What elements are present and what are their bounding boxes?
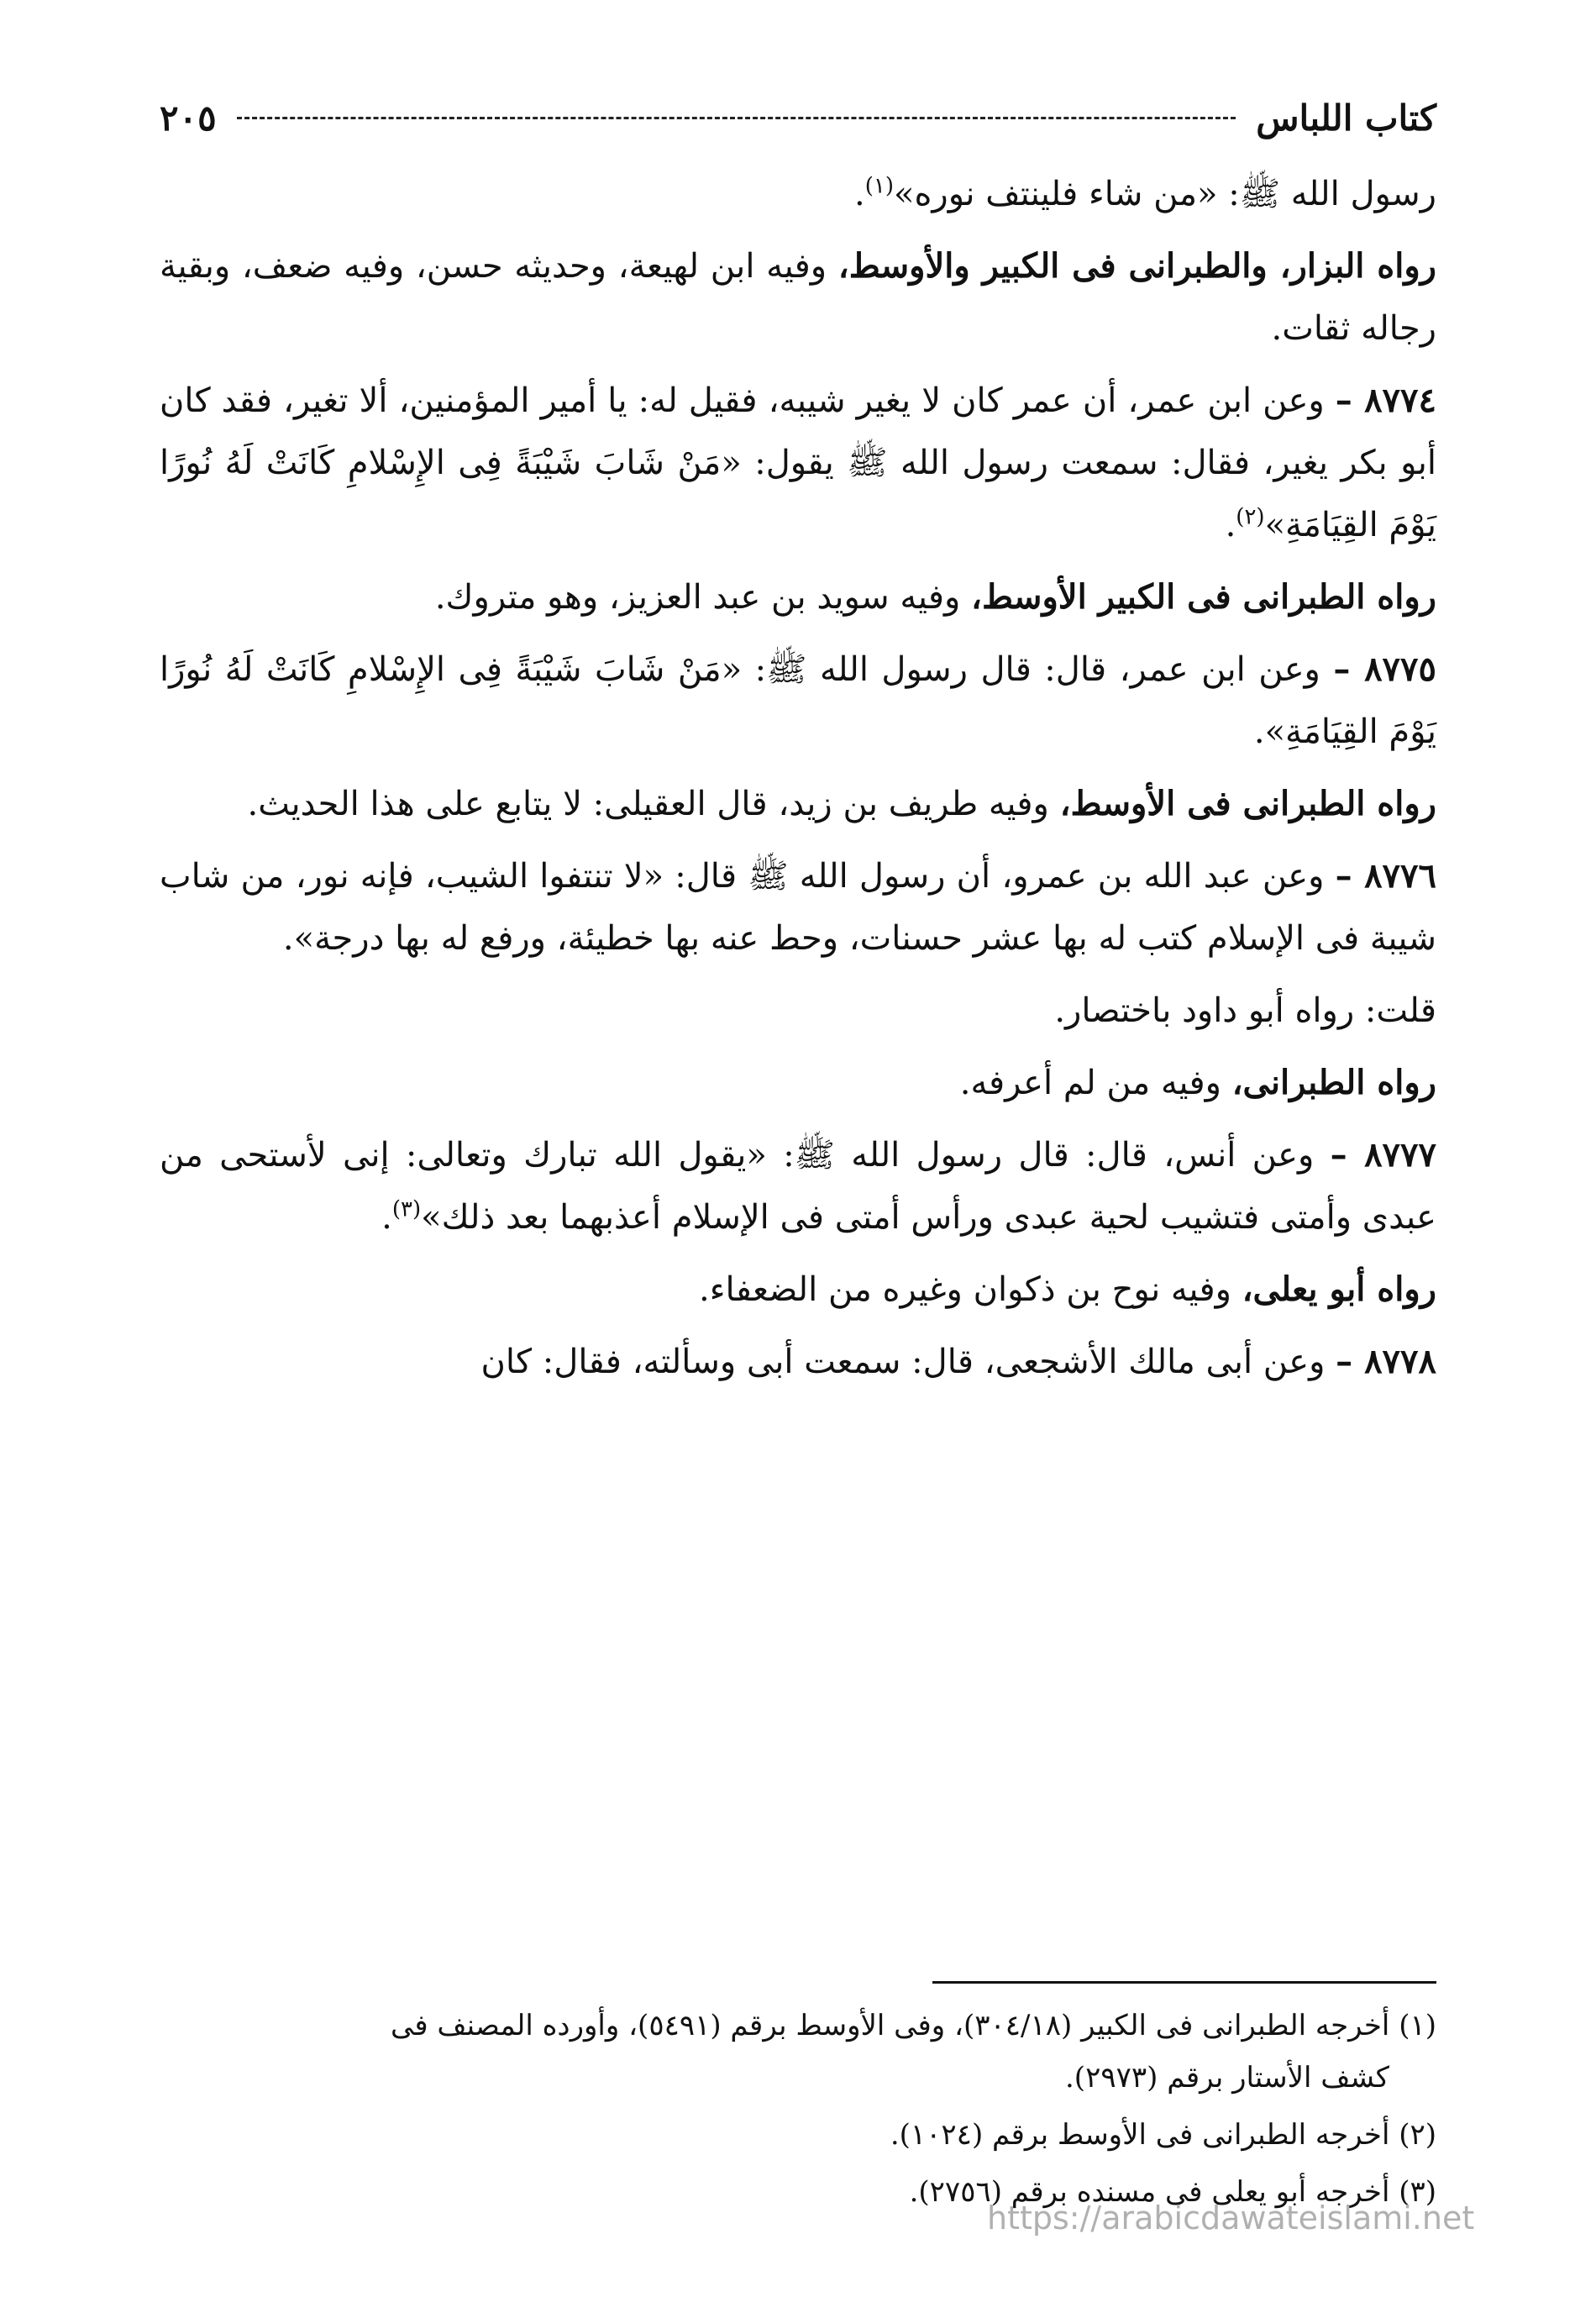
text-run: . [381,1198,392,1237]
text-run: رسول الله ﷺ: «من شاء فلينتف نوره» [893,175,1436,213]
text-run: وعن عبد الله بن عمرو، أن رسول الله ﷺ قال: «لا تنتفوا الشيب، فإنه نور، من شاب شيبة فى الإسلام كتب له بها عشر حسنات، وحط عنه بها خطيئة، ورفع له بها درجة». [160,857,1436,958]
text-run: وفيه من لم أعرفه. [959,1064,1232,1102]
text-run: وفيه نوح بن ذكوان وغيره من الضعفاء. [699,1270,1242,1309]
chapter-title: كتاب اللباس [1256,97,1436,139]
footnote-continuation: كشف الأستار برقم (٢٩٧٣). [1065,2061,1389,2095]
main-text [160,163,1436,1393]
text-run: . [1225,506,1236,544]
footnote-2 [160,2109,1436,2161]
bold-text: ٨٧٧٤ – [1335,381,1436,420]
footnote-line: (٢) أخرجه الطبرانى فى الأوسط برقم (١٠٢٤). [890,2118,1436,2152]
footnote-line: (١) أخرجه الطبرانى فى الكبير (٣٠٤/١٨)، وفى الأوسط برقم (٥٤٩١)، وأورده المصنف فى [391,2009,1436,2042]
header-dash-rule [237,117,1236,119]
bold-text: ٨٧٧٧ – [1330,1135,1436,1175]
bold-text: ٨٧٧٦ – [1335,856,1436,896]
text-run: وفيه ابن لهيعة، وحديثه حسن، وفيه ضعف، وبقية رجاله ثقات. [160,247,1436,348]
footnotes [160,2000,1436,2223]
footnote-divider [932,1981,1436,1984]
paragraph [160,845,1436,970]
paragraph [160,370,1436,556]
footnote-ref: (٣) [391,1196,422,1222]
paragraph [160,1259,1436,1321]
bold-text: ٨٧٧٨ – [1336,1342,1436,1381]
text-run: . [853,175,865,213]
page-number: ٢٠٥ [160,97,217,139]
paragraph [160,235,1436,360]
bold-text: ٨٧٧٥ – [1333,649,1436,689]
text-run: قلت: رواه أبو داود باختصار. [1054,991,1436,1030]
text-run: وفيه سويد بن عبد العزيز، وهو متروك. [434,578,972,617]
bold-text: رواه البزار، والطبرانى فى الكبير والأوسط، [837,246,1436,286]
page-header [160,84,1436,151]
bold-text: رواه أبو يعلى، [1242,1269,1436,1309]
footnote-ref: (٢) [1236,504,1265,530]
text-run: وعن أنس، قال: قال رسول الله ﷺ: «يقول الله تبارك وتعالى: إنى لأستحى من عبدى وأمتى فتشيب لحية عبدى ورأس أمتى فى الإسلام أعذبهما بعد ذلك» [160,1136,1436,1237]
footnote-ref: (١) [864,173,894,199]
footnote-line: (٣) أخرجه أبو يعلى فى مسنده برقم (٢٧٥٦). [909,2175,1436,2209]
paragraph [160,980,1436,1042]
book-page [160,84,1436,2235]
paragraph [160,1331,1436,1393]
bold-text: رواه الطبرانى فى الأوسط، [1059,784,1436,823]
text-run: وعن ابن عمر، أن عمر كان لا يغير شيبه، فقيل له: يا أمير المؤمنين، ألا تغير، فقد كان أبو بكر يغير، فقال: سمعت رسول الله ﷺ يقول: «مَنْ شَابَ شَيْبَةً فِى الإِسْلامِ كَانَتْ لَهُ نُورًا يَوْمَ القِيَامَةِ» [160,381,1436,544]
text-run: وفيه طريف بن زيد، قال العقيلى: لا يتابع على هذا الحديث. [247,785,1060,823]
footnote-1 [160,2000,1436,2104]
bold-text: رواه الطبرانى فى الكبير الأوسط، [971,577,1436,617]
paragraph [160,1052,1436,1114]
paragraph [160,566,1436,628]
bold-text: رواه الطبرانى، [1231,1063,1436,1102]
paragraph [160,639,1436,763]
paragraph [160,163,1436,225]
text-run: وعن ابن عمر، قال: قال رسول الله ﷺ: «مَنْ شَابَ شَيْبَةً فِى الإِسْلامِ كَانَتْ لَهُ نُورًا يَوْمَ القِيَامَةِ». [160,650,1436,751]
paragraph [160,773,1436,835]
text-run: وعن أبى مالك الأشجعى، قال: سمعت أبى وسألته، فقال: كان [480,1343,1336,1381]
paragraph [160,1124,1436,1248]
watermark-url: https://arabicdawateislami.net [987,2200,1475,2237]
